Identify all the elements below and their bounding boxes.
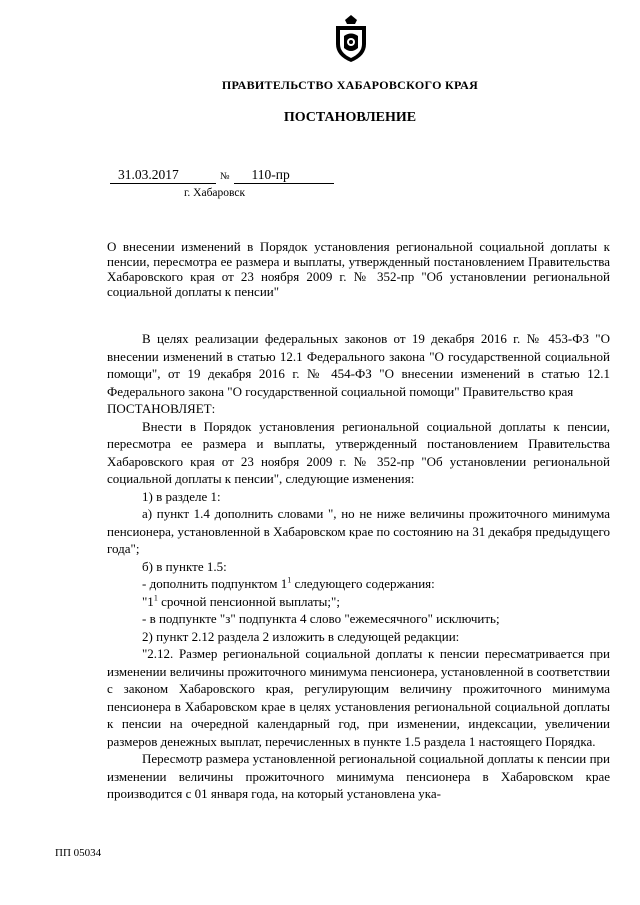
text-span: следующего содержания: [291, 576, 435, 591]
text-span: - дополнить подпунктом 1 [142, 576, 288, 591]
document-date: 31.03.2017 [110, 167, 216, 184]
paragraph [107, 575, 610, 593]
paragraph: 2) пункт 2.12 раздела 2 изложить в следующей редакции: [142, 628, 460, 644]
paragraph: ПОСТАНОВЛЯЕТ: [107, 401, 216, 416]
city: г. Хабаровск [184, 187, 246, 199]
paragraph: В целях реализации федеральных законов от 19 декабря 2016 г. № 453-ФЗ "О внесении изменений в статью 12.1 Федерального закона "О государственной социальной помощи", от 19 декабря 2016 г. № 454-ФЗ "О внесении изменений в статью 12.1 Федерального закона "О государственной социальной помощи" Правительство края [107, 331, 610, 399]
paragraph [107, 593, 610, 611]
text-span: "1 [142, 593, 154, 609]
document-type: ПОСТАНОВЛЕНИЕ [283, 110, 417, 125]
document-number: 110-пр [234, 167, 334, 184]
coat-of-arms-emblem [331, 14, 371, 64]
paragraph: Внести в Порядок установления региональной социальной доплаты к пенсии, пересмотра ее размера и выплаты, утвержденный постановлением Правительства Хабаровского края от 23 ноября 2009 г. № 352-пр "Об установлении региональной социальной доплаты к пенсии", следующие изменения: [107, 418, 610, 486]
text-span: срочной пенсионной выплаты;"; [157, 593, 340, 609]
superscript: 1 [153, 593, 158, 603]
paragraph: Пересмотр размера установленной региональной социальной доплаты к пенсии при изменении величины прожиточного минимума пенсионера в Хабаровском крае производится с 01 января года, на который установлена ука- [107, 751, 610, 801]
paragraph: 1) в разделе 1: [142, 488, 221, 504]
document-subject: О внесении изменений в Порядок установления региональной социальной доплаты к пенсии, пересмотра ее размера и выплаты, утвержденный постановлением Правительства Хабаровского края от 23 ноября 2009 г. № 352-пр "Об установлении региональной социальной доплаты к пенсии" [107, 239, 610, 299]
superscript: 1 [287, 575, 292, 585]
number-sign: № [220, 171, 230, 182]
paragraph: а) пункт 1.4 дополнить словами ", но не ниже величины прожиточного минимума пенсионера, установленной в Хабаровском крае по состоянию на 31 декабря предыдущего года"; [107, 506, 610, 556]
document-body [107, 330, 610, 803]
paragraph: - в подпункте "з" подпункта 4 слово "ежемесячного" исключить; [142, 611, 500, 626]
organization-name: ПРАВИТЕЛЬСТВО ХАБАРОВСКОГО КРАЯ [221, 78, 479, 92]
paragraph: "2.12. Размер региональной социальной доплаты к пенсии пересматривается при изменении величины прожиточного минимума пенсионера, установленной в соответствии с законом Хабаровского края, регулирующим величину прожиточного минимума пенсионера в Хабаровском крае в целях установления региональной социальной доплаты к пенсии на очередной календарный год, при изменении, индексации, увеличении размеров денежных выплат, перечисленных в пункте 1.5 раздела 1 настоящего Порядка. [107, 646, 610, 749]
date-number-line [110, 167, 334, 184]
paragraph: б) в пункте 1.5: [142, 558, 227, 574]
document-code: ПП 05034 [55, 847, 102, 859]
